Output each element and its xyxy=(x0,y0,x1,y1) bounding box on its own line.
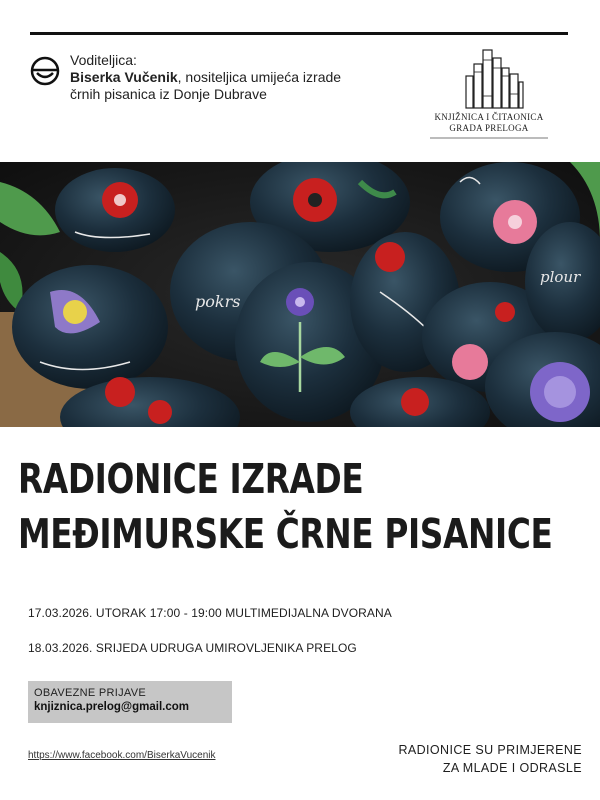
egg-1 xyxy=(55,168,175,252)
svg-text:pokrs: pokrs xyxy=(195,292,241,311)
audience-line-2: ZA MLADE I ODRASLE xyxy=(442,761,582,775)
leader-text xyxy=(70,52,360,103)
egg-4 xyxy=(12,265,168,389)
leader-name: Biserka Vučenik xyxy=(70,69,178,85)
workshop-leader xyxy=(30,52,350,132)
title-line-2: MEĐIMURSKE ČRNE PISANICE xyxy=(18,510,553,558)
title-line-1: RADIONICE IZRADE xyxy=(18,455,364,503)
library-name-line-1: KNJIŽNICA I ČITAONICA xyxy=(434,112,544,122)
top-divider xyxy=(30,32,568,35)
library-name xyxy=(412,112,566,134)
registration-label: OBAVEZNE PRIJAVE xyxy=(34,687,146,699)
facebook-link[interactable]: https://www.facebook.com/BiserkaVucenik xyxy=(28,750,216,761)
library-name-line-2: GRADA PRELOGA xyxy=(449,123,529,133)
page-title xyxy=(18,452,553,562)
logo-underline xyxy=(430,137,548,139)
library-logo xyxy=(412,46,566,146)
smile-icon xyxy=(30,56,60,86)
audience-note xyxy=(342,741,582,777)
audience-line-1: RADIONICE SU PRIMJERENE xyxy=(398,743,582,757)
registration-email[interactable]: knjiznica.prelog@gmail.com xyxy=(34,701,189,713)
leader-role: Voditeljica: xyxy=(70,52,137,68)
easter-eggs-photo xyxy=(0,162,600,427)
leader-description: , nositeljica umijeća izrade črnih pisanica iz Donje Dubrave xyxy=(70,69,342,102)
registration-box xyxy=(28,681,232,723)
bookshelf-logo-icon xyxy=(464,46,524,110)
svg-text:plour: plour xyxy=(540,268,581,286)
event-2: 18.03.2026. SRIJEDA UDRUGA UMIROVLJENIKA PRELOG xyxy=(28,641,357,655)
event-1: 17.03.2026. UTORAK 17:00 - 19:00 MULTIMEDIJALNA DVORANA xyxy=(28,606,392,620)
